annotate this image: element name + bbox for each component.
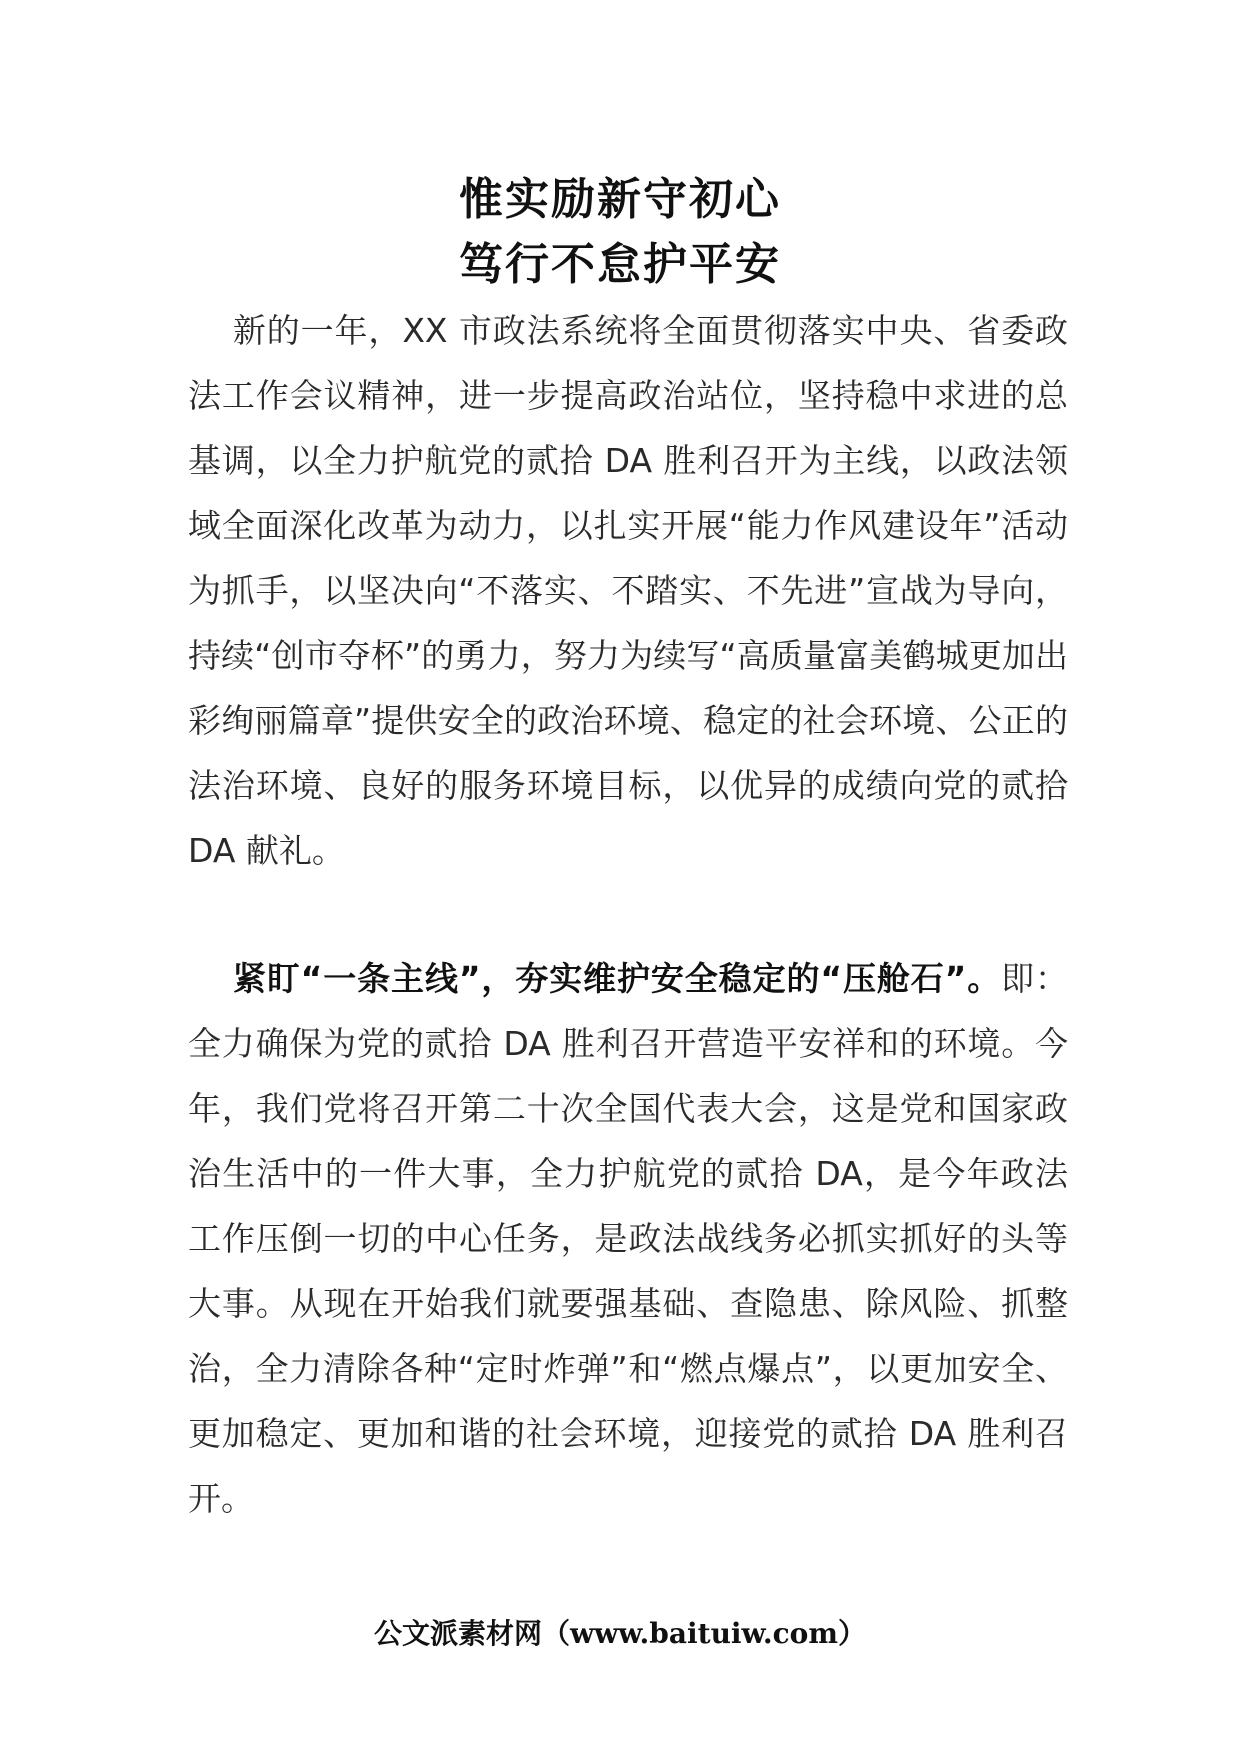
paragraph-2-lead: 紧盯“一条主线”，夯实维护安全稳定的“压舱石”。 xyxy=(232,959,1002,998)
title-line-2: 笃行不怠护平安 xyxy=(459,239,781,290)
paragraph-1-text: 新的一年，XX 市政法系统将全面贯彻落实中央、省委政法工作会议精神，进一步提高政治站位，坚持稳中求进的总基调，以全力护航党的贰拾 DA 胜利召开为主线，以政法领域全面深化改革为动力，以扎实开展“能力作风建设年”活动为抓手，以坚决向“不落实、不踏实、不先进”宣战为导向，持续“创市夺杯”的勇力，努力为续写“高质量富美鹤城更加出彩绚丽篇章”提供安全的政治环境、稳定的社会环境、公正的法治环境、良好的服务环境目标，以优异的成绩向党的贰拾 DA 献礼。 xyxy=(188,311,1068,870)
paragraph-1 xyxy=(188,298,1068,883)
source-footer: 公文派素材网（www.baituiw.com） xyxy=(374,1617,866,1650)
paragraph-2-text: 即：全力确保为党的贰拾 DA 胜利召开营造平安祥和的环境。今年，我们党将召开第二十次全国代表大会，这是党和国家政治生活中的一件大事，全力护航党的贰拾 DA，是今年政法工作压倒一切的中心任务，是政法战线务必抓实抓好的头等大事。从现在开始我们就要强基础、查隐患、除风险、抓整治，全力清除各种“定时炸弹”和“燃点爆点”，以更加安全、更加稳定、更加和谐的社会环境，迎接党的贰拾 DA 胜利召开。 xyxy=(188,959,1069,1518)
paragraph-2 xyxy=(188,946,1068,1531)
title-line-1: 惟实励新守初心 xyxy=(459,174,781,225)
